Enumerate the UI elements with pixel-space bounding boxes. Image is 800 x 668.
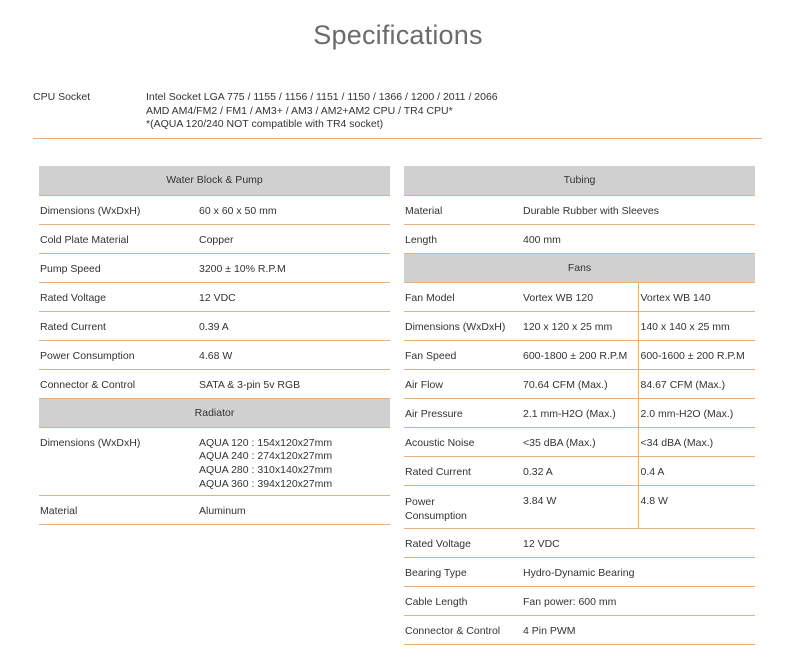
table-row: [404, 398, 755, 427]
tubing-fans-table: [404, 166, 755, 645]
spec-label: Acoustic Noise: [404, 427, 522, 456]
water-block-radiator-table: [39, 166, 390, 525]
spec-value: Aluminum: [198, 495, 390, 524]
table-row: [404, 195, 755, 224]
table-row: [39, 427, 390, 495]
spec-label: Rated Current: [39, 311, 198, 340]
spec-label: Dimensions (WxDxH): [404, 311, 522, 340]
spec-label: Connector & Control: [404, 615, 522, 644]
spec-value-120: 2.1 mm-H2O (Max.): [522, 398, 638, 427]
spec-value: 4.68 W: [198, 340, 390, 369]
table-row: [39, 253, 390, 282]
spec-value: AQUA 360 : 394x120x27mm: [199, 477, 333, 490]
spec-label: Length: [404, 224, 522, 253]
section-header-radiator: [39, 398, 390, 427]
spec-value-140: 0.4 A: [638, 456, 755, 485]
spec-value: Hydro-Dynamic Bearing: [522, 557, 755, 586]
spec-label: Power Consumption: [39, 340, 198, 369]
table-row: [404, 456, 755, 485]
spec-value-120: 120 x 120 x 25 mm: [522, 311, 638, 340]
spec-value-140: 600-1600 ± 200 R.P.M: [638, 340, 755, 369]
table-row: [404, 224, 755, 253]
table-row: [404, 340, 755, 369]
cpu-socket-line: AMD AM4/FM2 / FM1 / AM3+ / AM3 / AM2+AM2 CPU / TR4 CPU*: [146, 104, 453, 117]
section-title: Tubing: [404, 166, 755, 195]
spec-label-multiline: [404, 485, 522, 528]
spec-value-120: 0.32 A: [522, 456, 638, 485]
spec-label: Material: [404, 195, 522, 224]
spec-value-140: 2.0 mm-H2O (Max.): [638, 398, 755, 427]
spec-label: Rated Voltage: [39, 282, 198, 311]
spec-value: 400 mm: [522, 224, 755, 253]
table-row: [404, 485, 755, 528]
cpu-socket-values: [146, 91, 498, 132]
table-row: [404, 427, 755, 456]
table-row: [404, 282, 755, 311]
spec-value-120: <35 dBA (Max.): [522, 427, 638, 456]
spec-value-120: Vortex WB 120: [522, 282, 638, 311]
section-title: Water Block & Pump: [39, 166, 390, 195]
table-row: [404, 311, 755, 340]
spec-label: Cable Length: [404, 586, 522, 615]
spec-label: Fan Speed: [404, 340, 522, 369]
page-title: Specifications: [313, 20, 483, 50]
spec-value-140: 84.67 CFM (Max.): [638, 369, 755, 398]
spec-label: Air Flow: [404, 369, 522, 398]
spec-value: 12 VDC: [522, 528, 755, 557]
spec-value: AQUA 280 : 310x140x27mm: [199, 464, 333, 477]
spec-value: Fan power: 600 mm: [522, 586, 755, 615]
spec-label: Bearing Type: [404, 557, 522, 586]
section-header-fans: [404, 253, 755, 282]
spec-value: AQUA 240 : 274x120x27mm: [199, 450, 333, 463]
spec-value: 4 Pin PWM: [522, 615, 755, 644]
table-row: [39, 282, 390, 311]
spec-label: Connector & Control: [39, 369, 198, 398]
spec-label: Power: [405, 495, 435, 508]
table-row: [39, 195, 390, 224]
table-row: [404, 586, 755, 615]
spec-value: 12 VDC: [198, 282, 390, 311]
spec-label: Dimensions (WxDxH): [39, 427, 198, 495]
spec-label: Fan Model: [404, 282, 522, 311]
spec-value: Copper: [198, 224, 390, 253]
spec-label: Dimensions (WxDxH): [39, 195, 198, 224]
spec-label: Air Pressure: [404, 398, 522, 427]
spec-label: Consumption: [405, 509, 467, 522]
table-row: [39, 340, 390, 369]
cpu-socket-label: CPU Socket: [33, 91, 91, 103]
cpu-socket-line: *(AQUA 120/240 NOT compatible with TR4 socket): [146, 118, 384, 131]
spec-value-120: 70.64 CFM (Max.): [522, 369, 638, 398]
spec-value: 3200 ± 10% R.P.M: [198, 253, 390, 282]
table-row: [39, 224, 390, 253]
spec-value-140: <34 dBA (Max.): [638, 427, 755, 456]
cpu-socket-row: [33, 91, 762, 139]
section-title: Radiator: [39, 398, 390, 427]
section-header-tubing: [404, 166, 755, 195]
spec-label: Material: [39, 495, 198, 524]
spec-label: Pump Speed: [39, 253, 198, 282]
table-row: [39, 495, 390, 524]
section-header-water-block: [39, 166, 390, 195]
spec-value: 60 x 60 x 50 mm: [198, 195, 390, 224]
spec-value-140: Vortex WB 140: [638, 282, 755, 311]
table-row: [39, 311, 390, 340]
cpu-socket-line: Intel Socket LGA 775 / 1155 / 1156 / 1151 / 1150 / 1366 / 1200 / 2011 / 2066: [146, 91, 498, 103]
table-row: [404, 369, 755, 398]
spec-value-140: 140 x 140 x 25 mm: [638, 311, 755, 340]
spec-label: Rated Current: [404, 456, 522, 485]
spec-value: SATA & 3-pin 5v RGB: [198, 369, 390, 398]
spec-label: Rated Voltage: [404, 528, 522, 557]
spec-value-120: 3.84 W: [522, 485, 638, 528]
spec-value: AQUA 120 : 154x120x27mm: [199, 436, 333, 449]
spec-value-140: 4.8 W: [638, 485, 755, 528]
spec-value-list: [198, 427, 390, 495]
spec-label: Cold Plate Material: [39, 224, 198, 253]
table-row: [404, 557, 755, 586]
spec-value: Durable Rubber with Sleeves: [522, 195, 755, 224]
table-row: [39, 369, 390, 398]
spec-value: 0.39 A: [198, 311, 390, 340]
table-row: [404, 615, 755, 644]
table-row: [404, 528, 755, 557]
spec-value-120: 600-1800 ± 200 R.P.M: [522, 340, 638, 369]
section-title: Fans: [404, 253, 755, 282]
